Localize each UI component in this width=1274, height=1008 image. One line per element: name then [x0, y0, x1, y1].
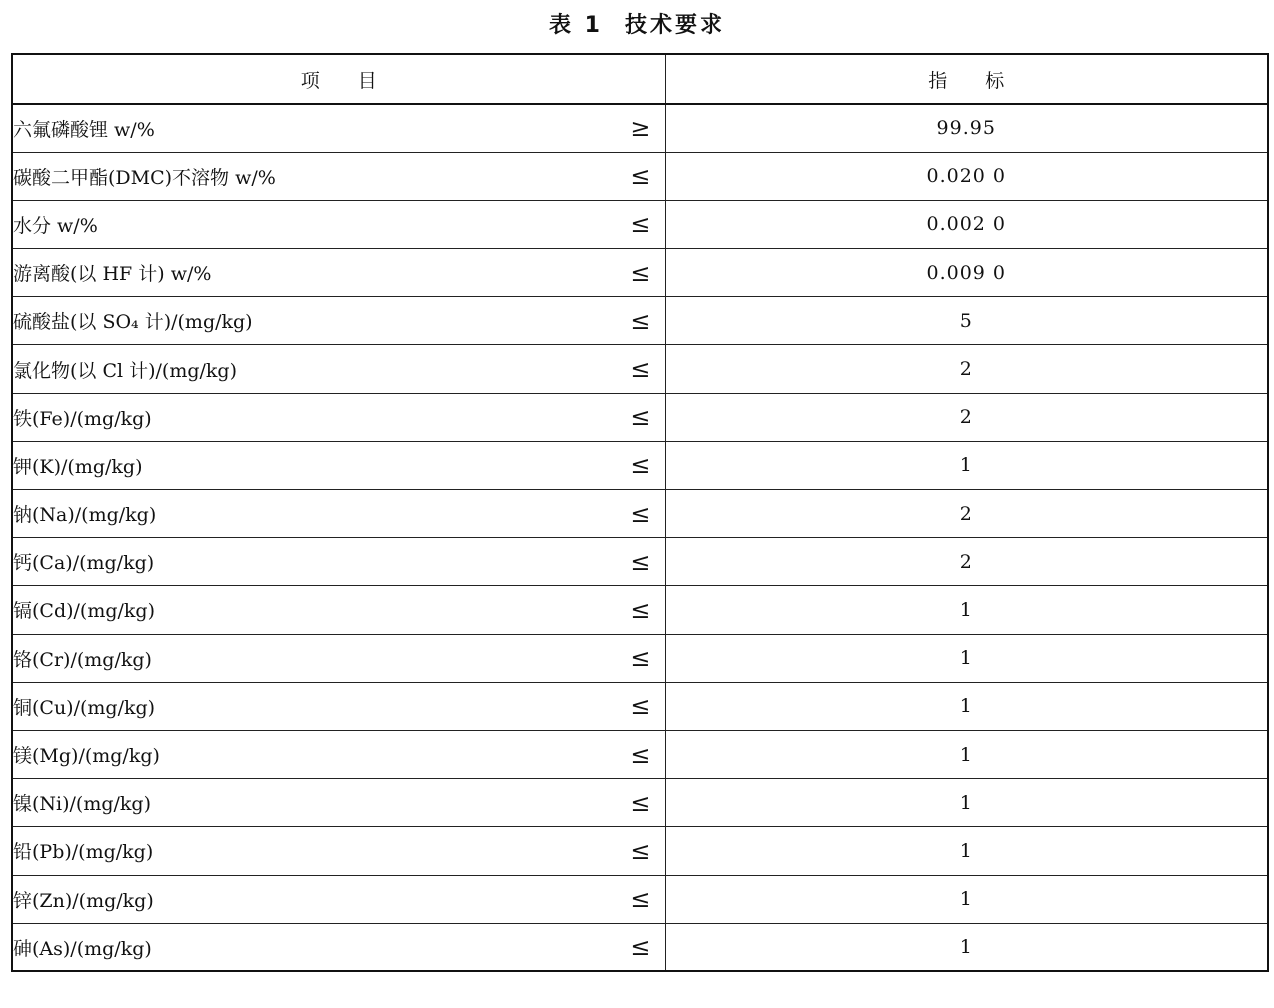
table-row [12, 249, 1268, 297]
item-cell [12, 200, 665, 248]
table-row [12, 538, 1268, 586]
item-name: 铜(Cu)/(mg/kg) [13, 696, 156, 719]
table-row [12, 152, 1268, 200]
item-name: 钙(Ca)/(mg/kg) [13, 552, 155, 575]
technical-requirements-table [11, 53, 1269, 972]
item-cell [12, 104, 665, 152]
table-row [12, 345, 1268, 393]
indicator-value: 1 [665, 730, 1268, 778]
comparison-symbol: ≤ [630, 788, 651, 817]
table-header-row [12, 54, 1268, 104]
indicator-value: 2 [665, 393, 1268, 441]
item-cell [12, 923, 665, 971]
item-name: 铬(Cr)/(mg/kg) [13, 648, 152, 671]
item-name: 锌(Zn)/(mg/kg) [13, 889, 154, 912]
item-cell [12, 393, 665, 441]
indicator-value: 0.002 0 [665, 200, 1268, 248]
item-name: 镍(Ni)/(mg/kg) [13, 793, 152, 816]
table-row [12, 923, 1268, 971]
table-row [12, 827, 1268, 875]
comparison-symbol: ≤ [630, 836, 651, 865]
table-caption [0, 8, 1274, 39]
indicator-value: 1 [665, 441, 1268, 489]
item-name: 氯化物(以 Cl 计)/(mg/kg) [13, 359, 238, 382]
table-row [12, 393, 1268, 441]
indicator-value: 1 [665, 827, 1268, 875]
item-name: 游离酸(以 HF 计) w/% [13, 263, 212, 286]
item-cell [12, 249, 665, 297]
comparison-symbol: ≤ [630, 403, 651, 432]
comparison-symbol: ≤ [630, 933, 651, 962]
comparison-symbol: ≤ [630, 740, 651, 769]
item-name: 砷(As)/(mg/kg) [13, 937, 152, 960]
header-item: 项 目 [12, 54, 665, 104]
comparison-symbol: ≤ [630, 692, 651, 721]
indicator-value: 1 [665, 586, 1268, 634]
indicator-value: 1 [665, 875, 1268, 923]
table-body [12, 104, 1268, 971]
indicator-value: 1 [665, 634, 1268, 682]
item-cell [12, 827, 665, 875]
item-name: 铅(Pb)/(mg/kg) [13, 841, 154, 864]
comparison-symbol: ≥ [630, 114, 651, 143]
item-name: 六氟磷酸锂 w/% [13, 118, 155, 141]
item-cell [12, 779, 665, 827]
table-row [12, 200, 1268, 248]
comparison-symbol: ≤ [630, 595, 651, 624]
indicator-value: 1 [665, 923, 1268, 971]
table-row [12, 875, 1268, 923]
item-cell [12, 345, 665, 393]
table-row [12, 730, 1268, 778]
item-name: 镁(Mg)/(mg/kg) [13, 745, 160, 768]
table-row [12, 441, 1268, 489]
indicator-value: 5 [665, 297, 1268, 345]
table-row [12, 682, 1268, 730]
item-name: 钾(K)/(mg/kg) [13, 455, 143, 478]
indicator-value: 1 [665, 779, 1268, 827]
item-cell [12, 152, 665, 200]
indicator-value: 2 [665, 345, 1268, 393]
item-cell [12, 875, 665, 923]
comparison-symbol: ≤ [630, 162, 651, 191]
comparison-symbol: ≤ [630, 644, 651, 673]
comparison-symbol: ≤ [630, 210, 651, 239]
item-cell [12, 441, 665, 489]
table-row [12, 297, 1268, 345]
comparison-symbol: ≤ [630, 499, 651, 528]
indicator-value: 0.020 0 [665, 152, 1268, 200]
item-name: 硫酸盐(以 SO₄ 计)/(mg/kg) [13, 311, 253, 334]
comparison-symbol: ≤ [630, 885, 651, 914]
comparison-symbol: ≤ [630, 355, 651, 384]
item-cell [12, 730, 665, 778]
comparison-symbol: ≤ [630, 451, 651, 480]
indicator-value: 0.009 0 [665, 249, 1268, 297]
table-row [12, 634, 1268, 682]
indicator-value: 2 [665, 538, 1268, 586]
item-name: 镉(Cd)/(mg/kg) [13, 600, 156, 623]
indicator-value: 2 [665, 490, 1268, 538]
item-cell [12, 490, 665, 538]
indicator-value: 1 [665, 682, 1268, 730]
item-name: 钠(Na)/(mg/kg) [13, 504, 157, 527]
indicator-value: 99.95 [665, 104, 1268, 152]
item-cell [12, 634, 665, 682]
item-cell [12, 586, 665, 634]
item-name: 水分 w/% [13, 214, 98, 237]
item-cell [12, 297, 665, 345]
header-indicator: 指 标 [665, 54, 1268, 104]
item-name: 铁(Fe)/(mg/kg) [13, 407, 152, 430]
table-title: 技术要求 [624, 13, 725, 38]
table-row [12, 490, 1268, 538]
item-name: 碳酸二甲酯(DMC)不溶物 w/% [13, 166, 276, 189]
comparison-symbol: ≤ [630, 306, 651, 335]
item-cell [12, 538, 665, 586]
table-number: 表 1 [549, 13, 603, 38]
table-row [12, 586, 1268, 634]
comparison-symbol: ≤ [630, 547, 651, 576]
item-cell [12, 682, 665, 730]
table-row [12, 779, 1268, 827]
table-row [12, 104, 1268, 152]
comparison-symbol: ≤ [630, 258, 651, 287]
